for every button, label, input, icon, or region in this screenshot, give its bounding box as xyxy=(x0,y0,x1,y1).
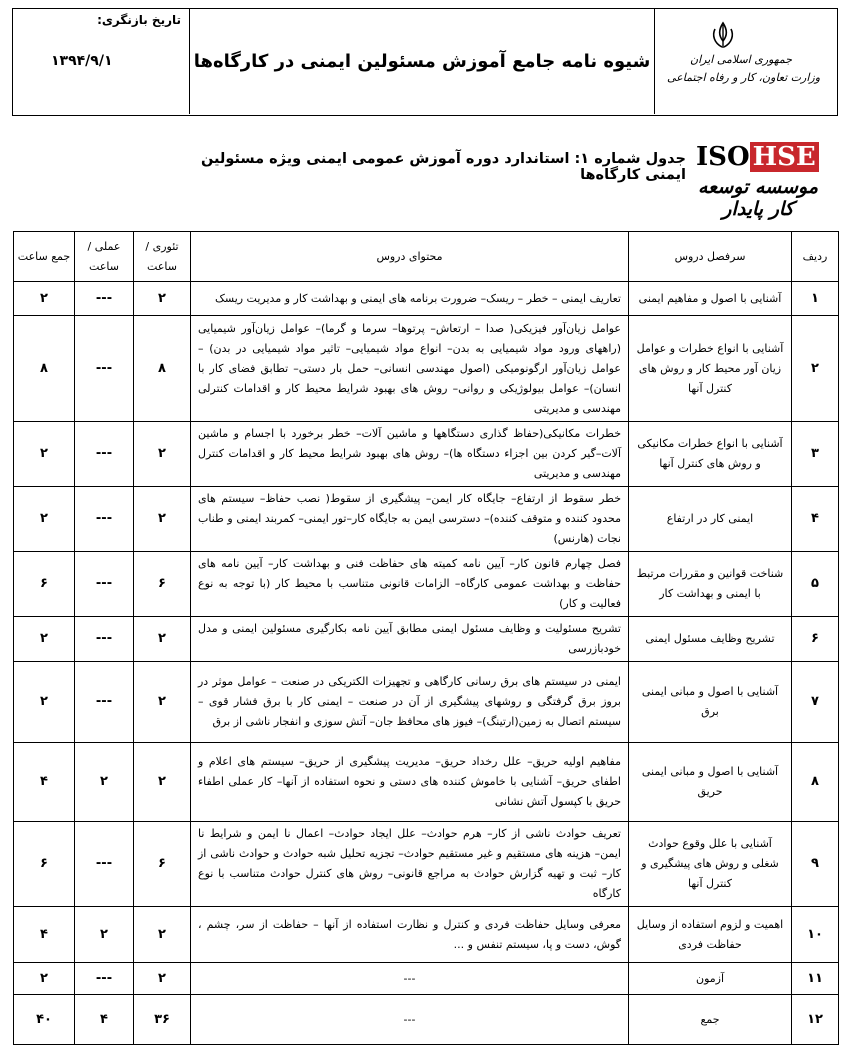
revision-date-label: تاریخ بازنگری: xyxy=(97,13,181,27)
cell-total: ۴ xyxy=(14,743,75,822)
cell-row-number: ۷ xyxy=(792,662,839,743)
cell-content: تشریح مسئولیت و وظایف مسئول ایمنی مطابق آیین نامه بکارگیری مسئولین ایمنی و مدل خودبازرسی xyxy=(191,617,629,662)
cell-total: ۲ xyxy=(14,617,75,662)
table-row xyxy=(14,617,839,662)
cell-content: تعاریف ایمنی – خطر – ریسک– ضرورت برنامه های ایمنی و بهداشت کار و مدیریت ریسک xyxy=(191,282,629,316)
cell-practical: --- xyxy=(75,422,134,487)
table-row xyxy=(14,282,839,316)
cell-topic: آشنایی با اصول و مفاهیم ایمنی xyxy=(629,282,792,316)
cell-theory: ۲ xyxy=(134,282,191,316)
cell-theory: ۸ xyxy=(134,316,191,422)
cell-total: ۶ xyxy=(14,822,75,907)
iran-emblem-icon xyxy=(710,21,736,51)
cell-content: فصل چهارم قانون کار– آیین نامه کمیته های حفاظت فنی و بهداشت کار– آیین نامه های حفاظت و بهداشت عمومی کارگاه– الزامات قانونی متناسب با محیط کار (با توجه به نوع فعالیت و کار) xyxy=(191,552,629,617)
cell-practical: --- xyxy=(75,617,134,662)
cell-theory: ۲ xyxy=(134,743,191,822)
cell-topic: آشنایی با اصول و مبانی ایمنی حریق xyxy=(629,743,792,822)
emblem-ministry-text: وزارت تعاون، کار و رفاه اجتماعی xyxy=(667,71,821,84)
cell-row-number: ۱۱ xyxy=(792,963,839,995)
header-row-number: ردیف xyxy=(792,232,839,282)
table-row-total xyxy=(14,995,839,1045)
cell-practical: ۴ xyxy=(75,995,134,1045)
table-row xyxy=(14,316,839,422)
header-practical: عملی /ساعت xyxy=(75,232,134,282)
cell-total: ۶ xyxy=(14,552,75,617)
cell-row-number: ۱۰ xyxy=(792,907,839,963)
cell-content: خطر سقوط از ارتفاع– جایگاه کار ایمن– پیشگیری از سقوط( نصب حفاظ– سیستم های محدود کننده و متوقف کننده)– دسترسی ایمن به جایگاه کار–تور ایمنی– کمربند ایمنی و طناب نجات (هارنس) xyxy=(191,487,629,552)
cell-row-number: ۴ xyxy=(792,487,839,552)
cell-total: ۲ xyxy=(14,487,75,552)
cell-total: ۲ xyxy=(14,422,75,487)
cell-row-number: ۳ xyxy=(792,422,839,487)
cell-topic: آشنایی با انواع خطرات مکانیکی و روش های کنترل آنها xyxy=(629,422,792,487)
table-row xyxy=(14,743,839,822)
cell-theory: ۲ xyxy=(134,487,191,552)
cell-content: مفاهیم اولیه حریق– علل رخداد حریق– مدیریت پیشگیری از حریق– سیستم های اعلام و اطفای حریق– آشنایی با خاموش کننده های دستی و نحوه استفاده از آنها– کار عملی اطفاء حریق با کپسول آتش نشانی xyxy=(191,743,629,822)
cell-row-number: ۱ xyxy=(792,282,839,316)
cell-practical: --- xyxy=(75,316,134,422)
revision-date-block xyxy=(13,9,189,114)
table-header-row xyxy=(14,232,839,282)
logo-hse-text: HSE xyxy=(750,142,819,172)
table-row xyxy=(14,963,839,995)
header-total: جمع ساعت xyxy=(14,232,75,282)
cell-row-number: ۸ xyxy=(792,743,839,822)
cell-theory: ۶ xyxy=(134,552,191,617)
cell-topic: آشنایی با اصول و مبانی ایمنی برق xyxy=(629,662,792,743)
cell-content: عوامل زیان‌آور فیزیکی( صدا – ارتعاش– پرتوها– سرما و گرما)– عوامل زیان‌آور شیمیایی (راههای ورود مواد شیمیایی به بدن– انواع مواد شیمیایی– تاثیر مواد شیمیایی در بدن) – عوامل زیان‌آور ارگونومیکی (اصول مهندسی انسانی– حمل بار دستی– تطابق فضای کار با انسان)– عوامل بیولوژیکی و روانی– روش های بهبود شرایط محیط کار و اقدامات کنترلی مهندسی و مدیریتی xyxy=(191,316,629,422)
table-row xyxy=(14,552,839,617)
cell-row-number: ۵ xyxy=(792,552,839,617)
isohse-logo xyxy=(696,142,814,172)
cell-practical: --- xyxy=(75,552,134,617)
header-topic: سرفصل دروس xyxy=(629,232,792,282)
revision-date-value: ۱۳۹۴/۹/۱ xyxy=(51,53,113,69)
table-row xyxy=(14,907,839,963)
cell-row-number: ۶ xyxy=(792,617,839,662)
cell-theory: ۲ xyxy=(134,662,191,743)
cell-content: تعریف حوادث ناشی از کار– هرم حوادث– علل ایجاد حوادث– اعمال نا ایمن و شرایط نا ایمن– هزینه های مستقیم و غیر مستقیم حوادث– تجزیه تحلیل شبه حوادث و حوادث ناشی از کار– ثبت و تهیه گزارش حوادث به مراجع قانونی– روش های کنترل حوادث متناسب با نوع کارگاه xyxy=(191,822,629,907)
cell-total: ۴۰ xyxy=(14,995,75,1045)
cell-total: ۲ xyxy=(14,963,75,995)
table-caption: جدول شماره ۱: استاندارد دوره آموزش عمومی ایمنی ویژه مسئولین ایمنی کارگاه‌ها xyxy=(200,151,686,183)
ministry-emblem-block xyxy=(654,9,837,114)
cell-topic: آشنایی با علل وقوع حوادث شغلی و روش های پیشگیری و کنترل آنها xyxy=(629,822,792,907)
cell-topic: اهمیت و لزوم استفاده از وسایل حفاظت فردی xyxy=(629,907,792,963)
table-row xyxy=(14,822,839,907)
cell-topic: جمع xyxy=(629,995,792,1045)
course-table xyxy=(13,231,839,1045)
cell-total: ۸ xyxy=(14,316,75,422)
cell-total: ۴ xyxy=(14,907,75,963)
cell-theory: ۶ xyxy=(134,822,191,907)
cell-practical: --- xyxy=(75,963,134,995)
cell-theory: ۲ xyxy=(134,422,191,487)
cell-practical: --- xyxy=(75,822,134,907)
emblem-country-text: جمهوری اسلامی ایران xyxy=(690,53,793,66)
cell-practical: --- xyxy=(75,282,134,316)
cell-theory: ۲ xyxy=(134,963,191,995)
cell-practical: --- xyxy=(75,487,134,552)
document-title: شیوه نامه جامع آموزش مسئولین ایمنی در کارگاه‌ها xyxy=(189,9,654,114)
cell-practical: --- xyxy=(75,662,134,743)
cell-topic: تشریح وظایف مسئول ایمنی xyxy=(629,617,792,662)
header-theory: تئوری /ساعت xyxy=(134,232,191,282)
cell-practical: ۲ xyxy=(75,907,134,963)
header-content: محتوای دروس xyxy=(191,232,629,282)
cell-content: --- xyxy=(191,963,629,995)
table-row xyxy=(14,487,839,552)
cell-topic: آزمون xyxy=(629,963,792,995)
cell-topic: شناخت قوانین و مقررات مرتبط با ایمنی و بهداشت کار xyxy=(629,552,792,617)
cell-theory: ۳۶ xyxy=(134,995,191,1045)
cell-content: ایمنی در سیستم های برق رسانی کارگاهی و تجهیزات الکتریکی در صنعت – عوامل موثر در بروز برق گرفتگی و روشهای پیشگیری از آن در صنعت – ایمنی کار با برق فشار قوی – سیستم اتصال به زمین(ارتینگ)– فیوز های محافظ جان– آتش سوزی و انفجار ناشی از برق xyxy=(191,662,629,743)
cell-practical: ۲ xyxy=(75,743,134,822)
table-row xyxy=(14,422,839,487)
cell-row-number: ۲ xyxy=(792,316,839,422)
cell-total: ۲ xyxy=(14,282,75,316)
logo-subtitle: موسسه توسعه کار پایدار xyxy=(697,176,819,220)
cell-row-number: ۱۲ xyxy=(792,995,839,1045)
cell-theory: ۲ xyxy=(134,907,191,963)
document-header xyxy=(12,8,838,116)
cell-content: معرفی وسایل حفاظت فردی و کنترل و نظارت استفاده از آنها – حفاظت از سر، چشم ، گوش، دست و پا، سیستم تنفس و ... xyxy=(191,907,629,963)
cell-topic: آشنایی با انواع خطرات و عوامل زیان آور محیط کار و روش های کنترل آنها xyxy=(629,316,792,422)
table-row xyxy=(14,662,839,743)
cell-content: خطرات مکانیکی(حفاظ گذاری دستگاهها و ماشین آلات– خطر برخورد با اجسام و ماشین آلات–گیر کردن بین اجزاء دستگاه ها)– روش های بهبود شرایط محیط کار و اقدامات کنترل مهندسی و مدیریتی xyxy=(191,422,629,487)
cell-row-number: ۹ xyxy=(792,822,839,907)
cell-topic: ایمنی کار در ارتفاع xyxy=(629,487,792,552)
cell-total: ۲ xyxy=(14,662,75,743)
logo-iso-text: ISO xyxy=(696,142,750,172)
cell-theory: ۲ xyxy=(134,617,191,662)
cell-content: --- xyxy=(191,995,629,1045)
